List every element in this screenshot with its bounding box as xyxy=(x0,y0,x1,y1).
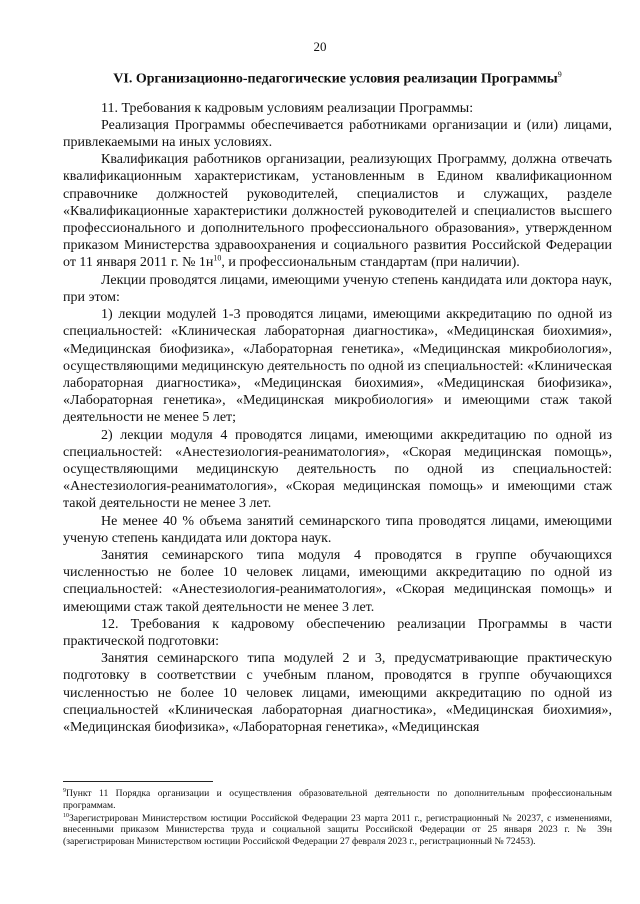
footnote-9 xyxy=(63,788,612,812)
page-number: 20 xyxy=(313,39,327,54)
footnote-text: Зарегистрирован Министерством юстиции Российской Федерации 23 марта 2011 г., регистрационный № 20237, с изменениями, внесенными приказом Министерства труда и социальной защиты Российской Федерации от 25 января 2023 г. № 39н (зарегистрирован Министерством юстиции Российской Федерации 27 февраля 2023 г., регистрационный № 72453). xyxy=(63,812,612,848)
paragraph-implementation: Реализация Программы обеспечивается работниками организации и (или) лицами, привлекаемыми на иных условиях. xyxy=(63,117,612,151)
paragraph-requirements-staff: 11. Требования к кадровым условиям реализации Программы: xyxy=(101,100,474,116)
footnote-10 xyxy=(63,813,612,848)
footnote-ref-10: 10 xyxy=(213,253,222,263)
paragraph-lectures-modules-1-3: 1) лекции модулей 1-3 проводятся лицами, имеющими аккредитацию по одной из специальностей: «Клиническая лабораторная диагностика», «Медицинская биохимия», «Медицинская биофизика», «Лабораторная генетика», «Медицинская микробиология», осуществляющими медицинскую деятельность по одной из специальностей: «Клиническая лабораторная диагностика», «Медицинская биохимия», «Медицинская биофизика», «Лабораторная генетика», «Медицинская микробиология» и имеющими стаж такой деятельности не менее 5 лет; xyxy=(63,307,612,426)
qualification-text: Квалификация работников организации, реализующих Программу, должна отвечать квалификационным характеристикам, установленным в Едином квалификационном справочнике должностей руководителей, специалистов и служащих, разделе «Квалификационные характеристики должностей руководителей и специалистов высшего профессионального и дополнительного профессионального образования», утвержденном приказом Министерства здравоохранения и социального развития Российской Федерации от 11 января 2011 г. № 1н xyxy=(63,152,612,271)
main-content xyxy=(63,66,612,736)
paragraph-seminar-modules-2-3: Занятия семинарского типа модулей 2 и 3, предусматривающие практическую подготовку в соответствии с учебным планом, проводятся в группе обучающихся численностью не более 10 человек лицами, имеющими аккредитацию по одной из специальностей «Клиническая лабораторная диагностика», «Медицинская биохимия», «Медицинская биофизика», «Лабораторная генетика», «Медицинская xyxy=(63,651,612,735)
footnote-number: 9 xyxy=(63,787,66,794)
paragraph-lectures: Лекции проводятся лицами, имеющими ученую степень кандидата или доктора наук, при этом: xyxy=(63,272,612,305)
qualification-text-end: , и профессиональным стандартам (при наличии). xyxy=(221,255,520,271)
footnotes xyxy=(63,781,612,849)
footnote-text: Пункт 11 Порядка организации и осуществления образовательной деятельности по дополнительным профессиональным программам. xyxy=(63,788,612,811)
paragraph-lectures-module-4: 2) лекции модуля 4 проводятся лицами, имеющими аккредитацию по одной из специальностей: «Анестезиология-реаниматология», «Скорая медицинская помощь», осуществляющими медицинскую деятельность по одной из специальностей: «Анестезиология-реаниматология», «Скорая медицинская помощь» и имеющими стаж такой деятельности не менее 3 лет. xyxy=(63,427,612,512)
paragraph-qualification xyxy=(63,151,612,271)
paragraph-seminar-share: Не менее 40 % объема занятий семинарского типа проводятся лицами, имеющими ученую степень кандидата или доктора наук. xyxy=(63,513,612,546)
paragraph-requirements-practical: 12. Требования к кадровому обеспечению реализации Программы в части практической подготовки: xyxy=(63,616,612,649)
footnote-number: 10 xyxy=(63,812,69,819)
section-heading xyxy=(63,66,612,88)
footnote-divider xyxy=(63,781,213,782)
section-heading-text: VI. Организационно-педагогические условия реализации Программы xyxy=(113,71,558,87)
paragraph-seminar-module-4: Занятия семинарского типа модуля 4 проводятся в группе обучающихся численностью не более 10 человек лицами, имеющими аккредитацию по одной из специальностей: «Анестезиология-реаниматология», «Скорая медицинская помощь» и имеющими стаж такой деятельности не менее 3 лет. xyxy=(63,547,612,615)
footnote-ref-9: 9 xyxy=(557,70,562,79)
